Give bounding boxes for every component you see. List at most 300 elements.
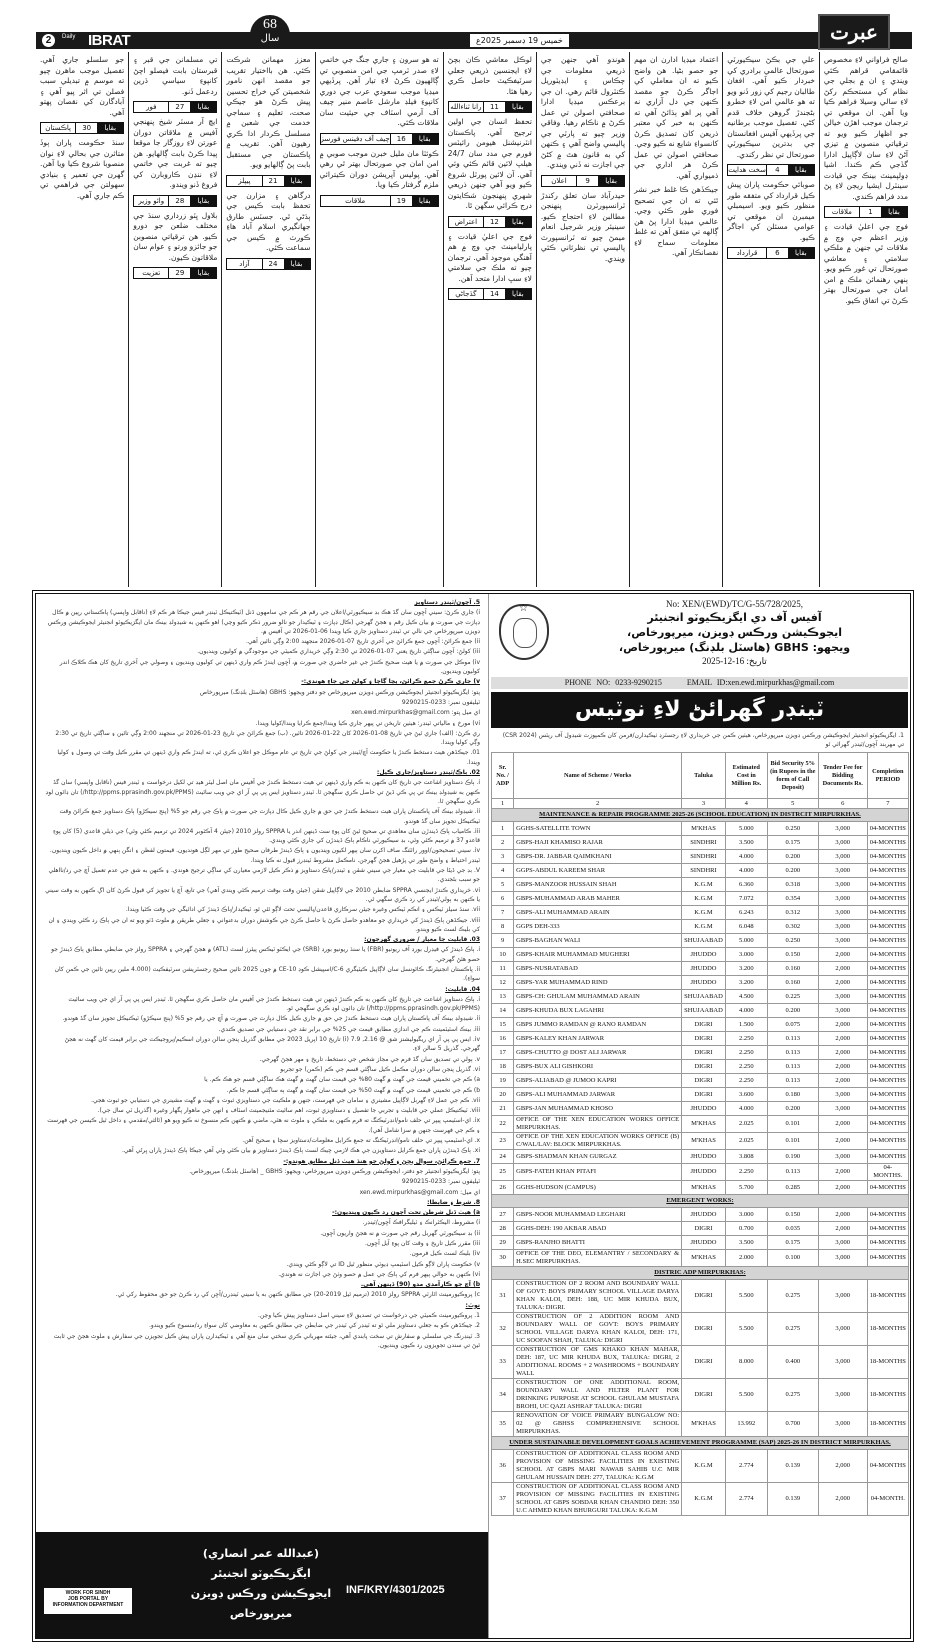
cell-taluka: DIGRI <box>682 1060 726 1074</box>
terms-clause: iv. سيني تصحيحون/اوور رائٽنگ صاف اکرن سان ٻيهر لکيون وينديون ۽ ٻاڪ ڏيندڙ طرفان صحيح طور تي مهر لڳل هونديون. قيمتون لفظن ۽ انگن ٻنهي ۾ داخل ڪيون وينديون. ٽينڊر احتياط ۽ واضح طور تي پڙهيل هجڻ گهرجن. نامڪمل مشروط ٽينڊرز قبول نه ڪيا ويندا. <box>49 847 480 864</box>
terms-clause: v. ٻولي تي تصديق سان گڏ فرم جي مجاز شخص جي دستخط، تاريخ ۽ مهر هجڻ گهرجي. <box>259 1055 480 1063</box>
cell-taluka: DIGRI <box>682 1379 726 1412</box>
cell-estimated-cost: 3.600 <box>725 1088 767 1102</box>
tender-header <box>559 598 910 667</box>
terms-heading: 7. جمع ڪرائڻ، سوال پڇڻ ۽ کولڻ جو هنڌ هيٺ ڏنل مطابق هوندو:- <box>283 1157 480 1165</box>
cell-taluka: SINDHRI <box>682 836 726 850</box>
office-line-1: آفيس آف دي ايگزيڪيوٽو انجنيئر <box>647 611 822 624</box>
cell-taluka: DIGRI <box>682 1346 726 1379</box>
cell-scheme-name: GBPS-ALI MUHAMMAD ARAIN <box>514 906 682 920</box>
cell-bid-security: 0.150 <box>767 1208 818 1222</box>
cell-tender-fee: 2,000 <box>818 1032 867 1046</box>
terms-clause: x. اي-اسٽيمپ پيپر تي حلف نامو/انڊرٽيڪنگ ته جمع ڪرايل معلومات/دستاويز سچا ۽ صحيح آهن. <box>242 1137 480 1145</box>
cell-sr-no: 3 <box>492 850 514 864</box>
cell-taluka: DIGRI <box>682 1018 726 1032</box>
table-row <box>492 836 909 850</box>
continuation-box <box>320 133 439 145</box>
continuation-number: 28 <box>168 196 190 206</box>
continuation-title: تعزيت <box>142 269 161 277</box>
cell-estimated-cost: 3.500 <box>725 1236 767 1250</box>
cell-sr-no: 18 <box>492 1060 514 1074</box>
news-paragraph: ته هو سرون ۽ جاري جنگ جي خاتمي لاءِ صدر ٽرمپ جي امن منصوبي تي ڳالهيون ڪرڻ لاءِ تيار آهن. پرڏيهي ميڊيا موجب سعودي عرب جي دوري کانپوءِ فيلڊ مارشل عاصم منير چيف آف آرمي اسٽاف جي حيثيت سان ملاقات ڪئي. <box>319 55 439 127</box>
cell-taluka: K.G.M <box>682 1483 726 1516</box>
cell-taluka: SHUJAABAD <box>682 934 726 948</box>
cell-tender-fee: 3,000 <box>818 1004 867 1018</box>
terms-clause: V. بڊ جي ڏيڻا جي قابليت جي معيار جي سيني شقن ۽ ٽينڊر/ٻاڪ دستاويز ۾ ذڪر ڪيل لازمي معيارن کي ساڳي ترجيح هوندي. ۽ ڪنهن به شق جي عدم تعميل آڇ جي رد/نااهلي جو سبب بڻجندي. <box>48 867 480 884</box>
daily-label: Daily <box>62 34 76 40</box>
cell-estimated-cost: 4.000 <box>725 1004 767 1018</box>
cell-estimated-cost: 5.000 <box>725 822 767 836</box>
continuation-box <box>824 206 908 218</box>
table-row <box>492 1346 909 1379</box>
table-row <box>492 1088 909 1102</box>
cell-estimated-cost: 3.808 <box>725 1150 767 1164</box>
terms-heading: v) جاري ڪرڻ جمع ڪرائڻ، پڇا ڳاڇا ۽ کولڻ جي جاءِ هوندي:- <box>301 678 480 686</box>
news-paragraph: سنڌ حڪومت پاران ٻوڏ متاثرن جي بحالي لاءِ نوان منصوبا شروع ڪيا ويا آهن. گهرن جي تعمير ۽ بنيادي سهولتن جي فراهمي تي ڪم جاري آهي. <box>40 138 125 200</box>
cell-scheme-name: GBPS-KHUDA BUX LAGAHRI <box>514 1004 682 1018</box>
cell-taluka: K.G.M <box>682 1450 726 1483</box>
cell-tender-fee: 3,000 <box>818 990 867 1004</box>
terms-clause: 1. پروڪيورمينٽ ڪميٽي جي درخواست تي تصديق لاءِ سيني اصل دستاويز پيش ڪيا وڃن. <box>258 1312 480 1320</box>
cell-bid-security: 0.302 <box>767 920 818 934</box>
cell-tender-fee: 3,000 <box>818 1346 867 1379</box>
cell-sr-no: 2 <box>492 836 514 850</box>
table-row <box>492 1116 909 1133</box>
continuation-box <box>133 267 217 279</box>
cell-sr-no: 26 <box>492 1181 514 1195</box>
header-bid-security: Bid Security 5% (in Rupees in the form of Call Deposit) <box>767 753 818 799</box>
column-number: 2 <box>514 799 682 809</box>
news-column <box>128 52 221 587</box>
table-row <box>492 1222 909 1236</box>
table-row <box>492 1018 909 1032</box>
terms-clause: پتو: ايگزيڪيوٽو انجنيئر جو دفتر، ايجوڪيشن ورڪس ڊويزن ميرپورخاص، ويجهو: GBHS _ (هاسٽل بلڊنگ) ميرپورخاص. <box>189 1167 480 1175</box>
continuation-box <box>727 164 815 176</box>
cell-tender-fee: 3,000 <box>818 878 867 892</box>
terms-clause: ii. شيڊولڊ بينڪ آف پاڪستان پاران هيٺ دستخط ڪندڙ جي حق ۾ جاري ڪيل ڪال ڊپازٽ جي صورت ۾ آڇ جي رقم جو 5% (پنج سيڪڙو) ٽيڪنيڪل تجويز سان گڏ هوندو. <box>62 1015 480 1023</box>
cell-scheme-name: CONSTRUCTION OF ADDITIONAL CLASS ROOM AND PROVISION OF MISSING FACILITIES IN EXISTING SCHOOL AT GBPS MARI NAWAB SAHIB U.C MIR GHULAM HUSSAIN DEH: 277, TALUKA: K.G.M <box>514 1450 682 1483</box>
continuation-box <box>226 175 310 187</box>
continuation-box <box>133 101 217 113</box>
cell-sr-no: 9 <box>492 934 514 948</box>
cell-estimated-cost: 2.250 <box>725 1074 767 1088</box>
cell-taluka: SINDHRI <box>682 864 726 878</box>
cell-bid-security: 0.200 <box>767 850 818 864</box>
table-row <box>492 1313 909 1346</box>
news-paragraph: حيدرآباد سان تعلق رکندڙ ٽرانسپورٽرن پنهنجن مطالبن لاءِ احتجاج ڪيو. سينيئر وزير شرجيل انعام ميمڻ چيو ته ٽرانسپورٽ پاليسي تي نظرثاني ڪئي ويندي. <box>540 190 626 263</box>
terms-clause: viii. جيڪڏهن ٻاڪ ڏيندڙ کي خريداري جو معاهدو حاصل ڪرڻ يا حاصل ڪرڻ جي ڪوشش دوران بدعنواني ۽ جعلي طريقن ۾ ملوث ڏٺو ويو ته ان جي ٻاڪ رد ڪئي ويندي ۽ ان کي بليڪ لسٽ ڪيو ويندو. <box>48 916 480 933</box>
cell-taluka: JHUDDO <box>682 962 726 976</box>
cell-bid-security: 0.200 <box>767 1102 818 1116</box>
cell-bid-security: 0.225 <box>767 990 818 1004</box>
terms-clause: i. ٻاڪ ڏيندڙ کي فيڊرل بورڊ آف ريونيو (FBR) يا سنڌ ريونيو بورڊ (SRB) جي ايڪٽو ٽيڪس پيئرز لسٽ (ATL) ۾ هجڻ گهرجي ۽ SPPRA رولز جي ضابطي مطابق ٻاڪ ڏيندڙ جو حصو هئڻ گهرجي. <box>51 946 480 963</box>
cell-completion-period: 04-MONTHS <box>867 850 908 864</box>
cell-bid-security: 0.200 <box>767 864 818 878</box>
cell-completion-period: 18-MONTHS <box>867 1379 908 1412</box>
cell-taluka: M'KHAS <box>682 1116 726 1133</box>
wfs-line1: JOB PORTAL BY <box>67 1596 109 1602</box>
section-title: MAINTENANCE & REPAIR PROGRAMME 2025-26 (SCHOOL EDUCATION) IN DISTRCIT MIRPURKHAS. <box>492 809 909 822</box>
continuation-label: بقايا <box>505 102 531 112</box>
cell-scheme-name: GBPS JUMMO RAMDAN @ RANO RAMDAN <box>514 1018 682 1032</box>
cell-estimated-cost: 2.250 <box>725 1032 767 1046</box>
continuation-label: بقايا <box>190 268 216 278</box>
cell-estimated-cost: 2.000 <box>725 1250 767 1267</box>
news-paragraph: معزز مهمانن شرڪت ڪئي. هن بااختيار تقريب جو مقصد انهن نامور شخصيتن کي خراج تحسين پيش ڪرڻ هو جيڪي صحت، تعليم ۽ سماجي خدمت جي شعبن ۾ مسلسل ڪردار ادا ڪري رهيون آهن. تقريب ۾ پاڪستان جي مستقبل بابت پڻ ڳالهايو ويو. <box>226 55 311 169</box>
anniversary-badge <box>250 15 290 49</box>
continuation-label: بقايا <box>284 259 310 269</box>
header-completion-period: Completion PERIOD <box>867 753 908 799</box>
cell-completion-period: 04-MONTHS <box>867 1222 908 1236</box>
cell-taluka: JHUDDO <box>682 1150 726 1164</box>
continuation-label: بقايا <box>788 165 814 175</box>
cell-completion-period: 04-MONTHS <box>867 920 908 934</box>
intro-number: 1. <box>898 732 904 739</box>
continuation-title: گڏجاڻي <box>455 290 477 298</box>
cell-bid-security: 0.275 <box>767 1313 818 1346</box>
continuation-number: 16 <box>390 134 412 144</box>
terms-clause: اي ميل پتو: xen.ewd.mirpurkhas@gmail.com <box>351 709 480 717</box>
news-paragraph: ڪوئٽا مان مليل خبرن موجب صوبي ۾ امن امان جي صورتحال بهتر ٿي رهي آهي. پوليس آپريشن دوران ڪيترائي ملزم گرفتار ڪيا ويا. <box>319 148 439 189</box>
cell-taluka: M'KHAS <box>682 1133 726 1150</box>
cell-completion-period: 04-MONTHS <box>867 1004 908 1018</box>
column-number: 7 <box>867 799 908 809</box>
continuation-label: بقايا <box>412 196 438 206</box>
column-number: 4 <box>725 799 767 809</box>
cell-estimated-cost: 2.250 <box>725 1060 767 1074</box>
cell-taluka: M'KHAS <box>682 1181 726 1195</box>
cell-estimated-cost: 8.000 <box>725 1346 767 1379</box>
terms-clause: iii. ڪامياب ٻاڪ ڏيندڙن سان معاهدي تي صحيح ٿيڻ کان پوءِ ست ڏينهن اندر يا SPPRA رولز 2010 (جيئن 4 آڪٽوبر 2024 تي ترميم ڪئي وئي) جي ذيلي قاعدي (5) کان پوءِ قاعدو 37 ۾ ترميم ڪئي وئي، بڊ سيڪيورٽي ناڪام ٻاڪ ڏيندڙن کي جاري ڪئي ويندي. <box>53 827 480 845</box>
terms-clause: i. ٻاڪ دستاويز اشاعت جي تاريخ کان ڪنهن به ڪم واري ڏينهن تي هيٺ دستخط ڪندڙ جي آفيس مان اصل ليٽر هيڊ تي لکيل درخواست ۽ ٽينڊر فيس (ناقابل واپسي) سان گڏ ڪنهن به شيڊولڊ بينڪ تي پي ڪي ڏيڻ تي حاصل ڪري سگهجن ٿا. ٽينڊر دستاويز ايس پي پي آر اي جي ويب سائيٽ (http://ppms.pprasindh.gov.pk/PPMS/) تان ڊائون لوڊ ڪري سگهجن ٿا. <box>45 779 480 805</box>
terms-clause: ري ڪرڻ: (الف) جاري ٿيڻ جي تاريخ 08-01-2026 کان 22-01-2026 تائين. (ب) جمع ڪرائڻ جي تاريخ 23-01-2026 تي منجهند 2:00 وڳي تائين ۽ ساڳئي تاريخ تي 2:30 وڳي کوليا ويندا. <box>55 729 480 747</box>
cell-bid-security: 0.113 <box>767 1164 818 1181</box>
cell-taluka: JHUDDO <box>682 948 726 962</box>
cell-scheme-name: GGHS-DEH: 190 AKBAR ABAD <box>514 1222 682 1236</box>
cell-tender-fee: 3,000 <box>818 892 867 906</box>
cell-estimated-cost: 7.072 <box>725 892 767 906</box>
section-header-row <box>492 1437 909 1450</box>
cell-bid-security: 0.318 <box>767 878 818 892</box>
continuation-number: 1 <box>859 207 881 217</box>
cell-sr-no: 17 <box>492 1046 514 1060</box>
table-row <box>492 948 909 962</box>
cell-taluka: DIGRI <box>682 1280 726 1313</box>
cell-taluka: DIGRI <box>682 1046 726 1060</box>
continuation-label: بقايا <box>505 289 531 299</box>
cell-estimated-cost: 3.200 <box>725 962 767 976</box>
cell-sr-no: 35 <box>492 1412 514 1437</box>
news-paragraph: هوندو آهي جنهن جي ذريعي معلومات جي چڪاس ۽ ايڊيٽوريل ڪنٽرول قائم رهي. ان جي برعڪس ميڊيا ادارا صحافتي اصولن تي عمل ڪرڻ ۾ ناڪام رهيا. وفاقي وزير چيو ته پارٽي جي پاليسي واضح آهي ۽ ڪنهن کي به قانون هٿ ۾ کڻڻ جي اجازت نه ڏني ويندي. <box>540 55 626 169</box>
cell-bid-security: 0.113 <box>767 1060 818 1074</box>
continuation-title: آزاد <box>239 259 250 268</box>
terms-heading: 8. شرط ۽ ضابطا: <box>427 1198 480 1206</box>
cell-bid-security: 0.075 <box>767 1018 818 1032</box>
cell-scheme-name: CONSTRUCTION OF GMS KHAKO KHAN MAHAR, DEH: 187, UC MIR KHUDA BUX, TALUKA: DIGRI, 2 ADDITIONAL ROOMS + 2 WASHROOMS + BOUNDARY WALL <box>514 1346 682 1379</box>
cell-estimated-cost: 4.000 <box>725 850 767 864</box>
cell-sr-no: 21 <box>492 1102 514 1116</box>
continuation-label: بقايا <box>284 176 310 186</box>
cell-completion-period: 04-MONTHS <box>867 1150 908 1164</box>
cell-taluka: SHUJAABAD <box>682 1004 726 1018</box>
cell-taluka: M'KHAS <box>682 1412 726 1437</box>
cell-estimated-cost: 5.500 <box>725 1280 767 1313</box>
cell-tender-fee: 2,000 <box>818 1046 867 1060</box>
years-label: سال <box>260 33 280 44</box>
cell-tender-fee: 2,000 <box>818 1018 867 1032</box>
continuation-title: وائو وزير <box>138 196 165 205</box>
continuation-box <box>727 247 815 259</box>
terms-clause: iii) مقرر ڪيل تاريخ ۽ وقت کان پوءِ آيل آڇون. <box>364 1240 480 1247</box>
cell-taluka: K.G.M <box>682 878 726 892</box>
continuation-box <box>448 216 532 228</box>
cell-completion-period: 04-MONTHS <box>867 1060 908 1074</box>
column-number-row <box>492 799 909 809</box>
section-header-row <box>492 1195 909 1208</box>
cell-scheme-name: CONSTRUCTION OF ADDITIONAL CLASS ROOM AND PROVISION OF MISSING FACILITIES IN EXISTING SCHOOL AT GBPS SOBDAR KHAN CHANDIO DEH: 350 U.C AHMED KHAN BHURGURI TALUKA: K.G.M <box>514 1483 682 1516</box>
news-paragraph: صالح فراواني لاءِ مخصوص قائمقامي قراهم ڪئي ويندي ۽ ان ۾ بجلي جي نظام کي مستحڪم رکڻ لاءِ سالي وسيلا فراهم ڪيا ويا آهن. ان موقعي تي ترجمان موجب اهڙن خيالن جو اظهار ڪيو ويو ته ترقياتي منصوبن ۾ تيزي آڻڻ لاءِ سان لاڳاپيل ادارا گڏجي ڪم ڪندا. اشيا ڊولپمينٽ بينڪ جي قيادت سينٽرل ايشيا ريجن لاءِ پڻ مدد فراهم ڪندي. <box>823 55 908 201</box>
terms-heading: 04. قابليت: <box>445 985 480 993</box>
cell-bid-security: 0.113 <box>767 1032 818 1046</box>
cell-estimated-cost: 3.000 <box>725 948 767 962</box>
terms-clause: i. ٻاڪ دستاويز اشاعت جي تاريخ کان ڪنهن به ڪم ڪندڙ ڏينهن تي هيٺ دستخط ڪندڙ جي آفيس مان حاصل ڪري سگهجن ٿا. ٽينڊر ايس پي پي آر اي جي ويب سائيٽ (http://ppms.pprasindh.gov.pk/PPMS/) تان ڊائون لوڊ ڪري سگهجي ٿو. <box>68 995 480 1013</box>
cell-bid-security: 0.285 <box>767 1181 818 1195</box>
cell-taluka: K.G.M <box>682 906 726 920</box>
table-row <box>492 962 909 976</box>
cell-bid-security: 0.700 <box>767 1412 818 1437</box>
terms-clause: vi) ڪنهن به حوالي ٻيهر فرم کي ٻاڪ جي عمل ۾ حصو وٺڻ جي اجازت نه هوندي. <box>278 1270 480 1278</box>
header-tender-fee: Tender Fee for Bidding Documents Rs. <box>818 753 867 799</box>
wfs-line2: INFORMATION DEPARTMENT <box>52 1602 124 1608</box>
continuation-box <box>320 195 439 207</box>
continuation-label: بقايا <box>412 134 438 144</box>
cell-taluka: JHUDDO <box>682 1236 726 1250</box>
terms-clause: c) پروڪيورمينٽ اٿارٽي SPPRA رولز 2010 (ترميم ٿيل 2019-20) جي مطابق ڪنهن به يا سيني ٽينڊرن/آڇن کي رد ڪرڻ جو حق محفوظ رکي ٿي. <box>115 1291 480 1299</box>
cell-bid-security: 0.150 <box>767 948 818 962</box>
terms-heading: a) هيٺ ڏنل شرطن تحت آڇون رد ڪيون وينديون:- <box>332 1209 480 1217</box>
cell-estimated-cost: 6.243 <box>725 906 767 920</box>
cell-completion-period: 04-MONTH. <box>867 1483 908 1516</box>
table-row <box>492 1412 909 1437</box>
table-row <box>492 1046 909 1060</box>
news-paragraph: ايڇ آر مسٽر شيخ پنهنجي آفيس ۾ ملاقاتن دوران عورتن لاءِ روزگار جا موقعا پيدا ڪرڻ بابت ڳالهايو. هن چيو ته غربت جي خاتمي لاءِ ننڍن ڪاروبارن کي فروغ ڏنو ويندو. <box>133 117 218 189</box>
section-title: DISTRIC ADP MIRPURKHAS: <box>492 1267 909 1280</box>
cell-tender-fee: 3,000 <box>818 934 867 948</box>
cell-sr-no: 4 <box>492 864 514 878</box>
cell-scheme-name: CONSTRUCTION OF 2 ROOM AND BOUNDARY WALL OF GOVT: BOYS PRIMARY SCHOOL VILLAGE DARYA KHAN KALOI, DEH: 188, UC MIR KHUDA BUX, TALUKA: DIGRI. <box>514 1280 682 1313</box>
cell-estimated-cost: 3.500 <box>725 836 767 850</box>
cell-sr-no: 20 <box>492 1088 514 1102</box>
continuation-title: چيف آف ڊفينس فورسز <box>320 134 390 143</box>
cell-sr-no: 15 <box>492 1018 514 1032</box>
table-row <box>492 1133 909 1150</box>
news-paragraph: لوڪل معاشي ڪان بچڻ لاءِ ايجنسين ذريعي جعلي سرٽيفڪيٽ حاصل ڪري رهيا هئا. <box>447 55 532 96</box>
terms-heading: 03. قابليت جا معيار / ضروري گهرجون: <box>364 936 480 944</box>
cell-tender-fee: 3,000 <box>818 822 867 836</box>
signatory-designation: ايگزيڪيوٽو انجنيئر <box>211 1567 311 1580</box>
terms-clause: 01. جيڪڏهن هيٺ دستخط ڪندڙ يا حڪومت آڇ/ٽينڊر جي کولڻ جي تاريخ تي عام موڪل جو اعلان ڪري ٿي، ته ايندڙ ڪم واري ڏينهن تي مقرر ڪيل وقت تي وصول ۽ کوليا ويندا. <box>57 749 480 766</box>
cell-estimated-cost: 3.000 <box>725 1208 767 1222</box>
continuation-title: قرارداد <box>736 249 758 257</box>
cell-estimated-cost: 5.000 <box>725 934 767 948</box>
terms-heading: نوٽ: <box>465 1301 480 1309</box>
cell-sr-no: 34 <box>492 1379 514 1412</box>
cell-sr-no: 6 <box>492 892 514 906</box>
news-paragraph: تي مسلمانن جي قبر ۽ قبرستان بابت فيصلو اچڻ کانپوءِ سياسي ڌرين ردعمل ڏنو. <box>133 55 218 96</box>
cell-tender-fee: 2,000 <box>818 1116 867 1133</box>
cell-tender-fee: 3,000 <box>818 1379 867 1412</box>
cell-estimated-cost: 13.992 <box>725 1412 767 1437</box>
cell-tender-fee: 3,000 <box>818 906 867 920</box>
table-row <box>492 976 909 990</box>
cell-scheme-name: GGPS-ABDUL KAREEM SHAR <box>514 864 682 878</box>
cell-taluka: SINDHRI <box>682 850 726 864</box>
continuation-number: 19 <box>390 196 412 206</box>
cell-tender-fee: 3,000 <box>818 864 867 878</box>
section-title: EMERGENT WORKS: <box>492 1195 909 1208</box>
cell-scheme-name: GBPS-RANJHO BHATTI <box>514 1236 682 1250</box>
table-row <box>492 1236 909 1250</box>
cell-completion-period: 04-MONTHS <box>867 990 908 1004</box>
news-column <box>536 52 629 587</box>
terms-clause: پتو: ايگزيڪيوٽو انجنيئر ايجوڪيشن ورڪس ڊويزن ميرپورخاص جو دفتر ويجهو: GBHS (هاسٽل بلڊنگ) ميرپورخاص <box>199 688 480 696</box>
cell-scheme-name: GBPS-BAGHAN WALI <box>514 934 682 948</box>
cell-sr-no: 27 <box>492 1208 514 1222</box>
cell-completion-period: 04-MONTHS <box>867 1074 908 1088</box>
cell-tender-fee: 2,000 <box>818 1164 867 1181</box>
paper-name: IBRAT <box>88 32 131 49</box>
tender-advertisement <box>32 590 914 1642</box>
terms-heading: 02. ٻاڪ/ٽينڊر دستاويز/جاري ڪيل: <box>376 769 480 777</box>
cell-scheme-name: CONSTRUCTION OF ONE ADDITIONAL ROOM, BOUNDARY WALL AND FILTER PLANT FOR DRINKING PURPOSE AT SCHOOL GHULAM MUSTAFA BROHI, UC QAZI ASHRAF TALUKA: DIGRI <box>514 1379 682 1412</box>
years-number: 68 <box>263 17 277 32</box>
table-row <box>492 878 909 892</box>
cell-bid-security: 0.160 <box>767 976 818 990</box>
page-number: 2 <box>42 34 55 47</box>
cell-sr-no: 22 <box>492 1116 514 1133</box>
terms-clause: ٽيليفون نمبر: 0233-9290215 <box>401 1178 480 1186</box>
cell-sr-no: 5 <box>492 878 514 892</box>
terms-heading: b) آڇ جو ڪارآمدي مدو (90) ڏينهن آهي. <box>360 1281 480 1289</box>
cell-completion-period: 04-MONTHS <box>867 962 908 976</box>
table-row <box>492 1483 909 1516</box>
cell-bid-security: 0.035 <box>767 1222 818 1236</box>
release-reference: INF/KRY/4301/2025 <box>346 1584 445 1596</box>
cell-completion-period: 04-MONTHS <box>867 1236 908 1250</box>
continuation-box <box>448 288 532 300</box>
continuation-box <box>448 101 532 113</box>
news-paragraph: صوبائي حڪومت پاران پيش ڪيل قرارداد کي متفقه طور منظور ڪيو ويو. اسيمبلي ميمبرن ان موقعي تي عوامي مسئلن کي اجاگر ڪيو. <box>727 180 815 242</box>
cell-estimated-cost: 5.700 <box>725 1181 767 1195</box>
cell-estimated-cost: 1.500 <box>725 1018 767 1032</box>
continuation-title: اعلان <box>551 176 567 185</box>
cell-scheme-name: GBPS-SHADMAN KHAN GURGAZ <box>514 1150 682 1164</box>
cell-scheme-name: GBPS-BUX ALI GISHKORI <box>514 1060 682 1074</box>
column-number: 1 <box>492 799 514 809</box>
cell-bid-security: 0.113 <box>767 1074 818 1088</box>
table-row <box>492 1181 909 1195</box>
tender-banner-title: ٽينڊر گهرائڻ لاءِ نوٽيس <box>491 692 908 728</box>
terms-clause: i) مشروط، اليڪٽرانڪ ۽ ٽيليگرافڪ آڇون/ٽينڊر. <box>362 1219 480 1227</box>
cell-taluka: JHUDDO <box>682 1208 726 1222</box>
cell-sr-no: 12 <box>492 976 514 990</box>
cell-completion-period: 18-MONTHS <box>867 1346 908 1379</box>
cell-scheme-name: OFFICE OF THE XEN EDUCATION WORKS OFFICE (B) C/WAL/LAV: BLOCK MIRPURKHAS. <box>514 1133 682 1150</box>
column-number: 5 <box>767 799 818 809</box>
cell-completion-period: 04-MONTHS <box>867 934 908 948</box>
news-column <box>315 52 443 587</box>
cell-completion-period: 04-MONTHS. <box>867 1164 908 1181</box>
continuation-number: 30 <box>75 123 97 133</box>
cell-tender-fee: 2,000 <box>818 1060 867 1074</box>
continuation-label: بقايا <box>97 123 123 133</box>
table-row <box>492 850 909 864</box>
cell-tender-fee: 2,000 <box>818 1133 867 1150</box>
cell-sr-no: 16 <box>492 1032 514 1046</box>
cell-taluka: SHUJAABAD <box>682 990 726 1004</box>
header-scheme-name: Name of Scheme / Works <box>514 753 682 799</box>
cell-sr-no: 19 <box>492 1074 514 1088</box>
cell-bid-security: 0.175 <box>767 1236 818 1250</box>
cell-sr-no: 7 <box>492 906 514 920</box>
cell-estimated-cost: 4.500 <box>725 990 767 1004</box>
tender-terms <box>36 594 488 1524</box>
cell-taluka: DIGRI <box>682 1088 726 1102</box>
terms-clause: v) حڪومت پاران لاڳو ڪيل اسٽيمپ ڊيوٽي منظور ٿيل ID تي لاڳو ڪئي ويندي. <box>286 1260 480 1268</box>
intro-text: ايگزيڪيوٽو انجنيئر ايجوڪيشن ورڪس ڊويزن ميرپورخاص، هيٺين ڪمن جي خريداري لاءِ رجسٽرڊ ٺيڪيدارن/فرمن کان ڪمپوزٽ شيڊول آف ريٽس (CSR 2024) تي مهربند آڇون/ٽينڊر گهرائي ٿو <box>502 732 904 748</box>
cell-completion-period: 04-MONTHS <box>867 1208 908 1222</box>
header-taluka: Taluka <box>682 753 726 799</box>
news-paragraph: اعتماد ميڊيا ادارن ان مهم جو حصو بڻيا. هن واضح ڪيو ته ان معاملي کي اجاگر ڪرڻ جو مقصد ڪنهن جي دل آزاري نه آهي پر اهو ٻڌائڻ آهي ته ڪنهن به خبر کي معتبر ذريعن کان تصديق ڪرڻ کانسواءِ شايع نه ڪيو وڃي. صحافتي اصولن تي عمل ڪرڻ هر اداري جي ذميواري آهي. <box>634 55 719 180</box>
cell-sr-no: 23 <box>492 1133 514 1150</box>
header-estimated-cost: Estimated Cost in Million Rs. <box>725 753 767 799</box>
email-address[interactable]: EMAIL ID:xen.ewd.mirpurkhas@gmail.com <box>686 678 835 687</box>
signatory-city: ميرپورخاص <box>229 1607 293 1620</box>
cell-estimated-cost: 5.500 <box>725 1313 767 1346</box>
cell-bid-security: 0.101 <box>767 1116 818 1133</box>
cell-bid-security: 0.113 <box>767 1046 818 1060</box>
star-icon: ☆ <box>519 603 528 614</box>
table-row <box>492 822 909 836</box>
cell-sr-no: 28 <box>492 1222 514 1236</box>
signatory-name: (عبدالله عمر انصاري) <box>202 1547 320 1560</box>
cell-estimated-cost: 4.000 <box>725 864 767 878</box>
cell-tender-fee: 3,000 <box>818 1102 867 1116</box>
continuation-title: اعتراض <box>454 217 478 226</box>
continuation-title: سخت هدايت <box>728 166 766 174</box>
terms-clause: ٽيليفون نمبر: 0233-9290215 <box>401 698 480 706</box>
cell-bid-security: 0.175 <box>767 836 818 850</box>
office-line-2: ايجوڪيشن ورڪس ڊويزن، ميرپورخاص، <box>627 626 842 639</box>
table-row <box>492 892 909 906</box>
cell-sr-no: 31 <box>492 1280 514 1313</box>
cell-completion-period: 04-MONTHS <box>867 864 908 878</box>
cell-tender-fee: 3,000 <box>818 1412 867 1437</box>
cell-scheme-name: GBPS-CH: GHULAM MUHAMMAD ARAIN <box>514 990 682 1004</box>
table-row <box>492 1060 909 1074</box>
terms-clause: اي ميل: xen.ewd.mirpurkhas@gmail.com <box>359 1188 480 1196</box>
news-paragraph: فوج جي اعليٰ قيادت ۽ وزير اعظم جي وچ ۾ ملاقات ٿي جنهن ۾ ملڪي سلامتي ۽ معاشي صورتحال تي غور ڪيو ويو. ٻنهي رهنمائن ملڪ ۾ امن امان جي صورتحال بهتر ڪرڻ تي اتفاق ڪيو. <box>823 222 908 305</box>
cell-completion-period: 04-MONTHS <box>867 1181 908 1195</box>
continuation-number: 9 <box>576 176 598 186</box>
cell-estimated-cost: 6.360 <box>725 878 767 892</box>
terms-clause: ii) بڊ سيڪيورٽي گهربل رقم جي صورت ۾ نه هجڻ واريون آڇون. <box>320 1229 480 1237</box>
table-row <box>492 1102 909 1116</box>
cell-scheme-name: CONSTRUCTION OF 2 ADDITION ROOM AND BOUNDARY WALL OF GOVT: BOYS PRIMARY SCHOOL VILLAGE DARYA KHAN KALOI, DEH: 171, UC SOOFAN SHAH, TALUKA: DIGRI <box>514 1313 682 1346</box>
news-column <box>443 52 536 587</box>
cell-bid-security: 0.101 <box>767 1133 818 1150</box>
continuation-number: 14 <box>483 289 505 299</box>
